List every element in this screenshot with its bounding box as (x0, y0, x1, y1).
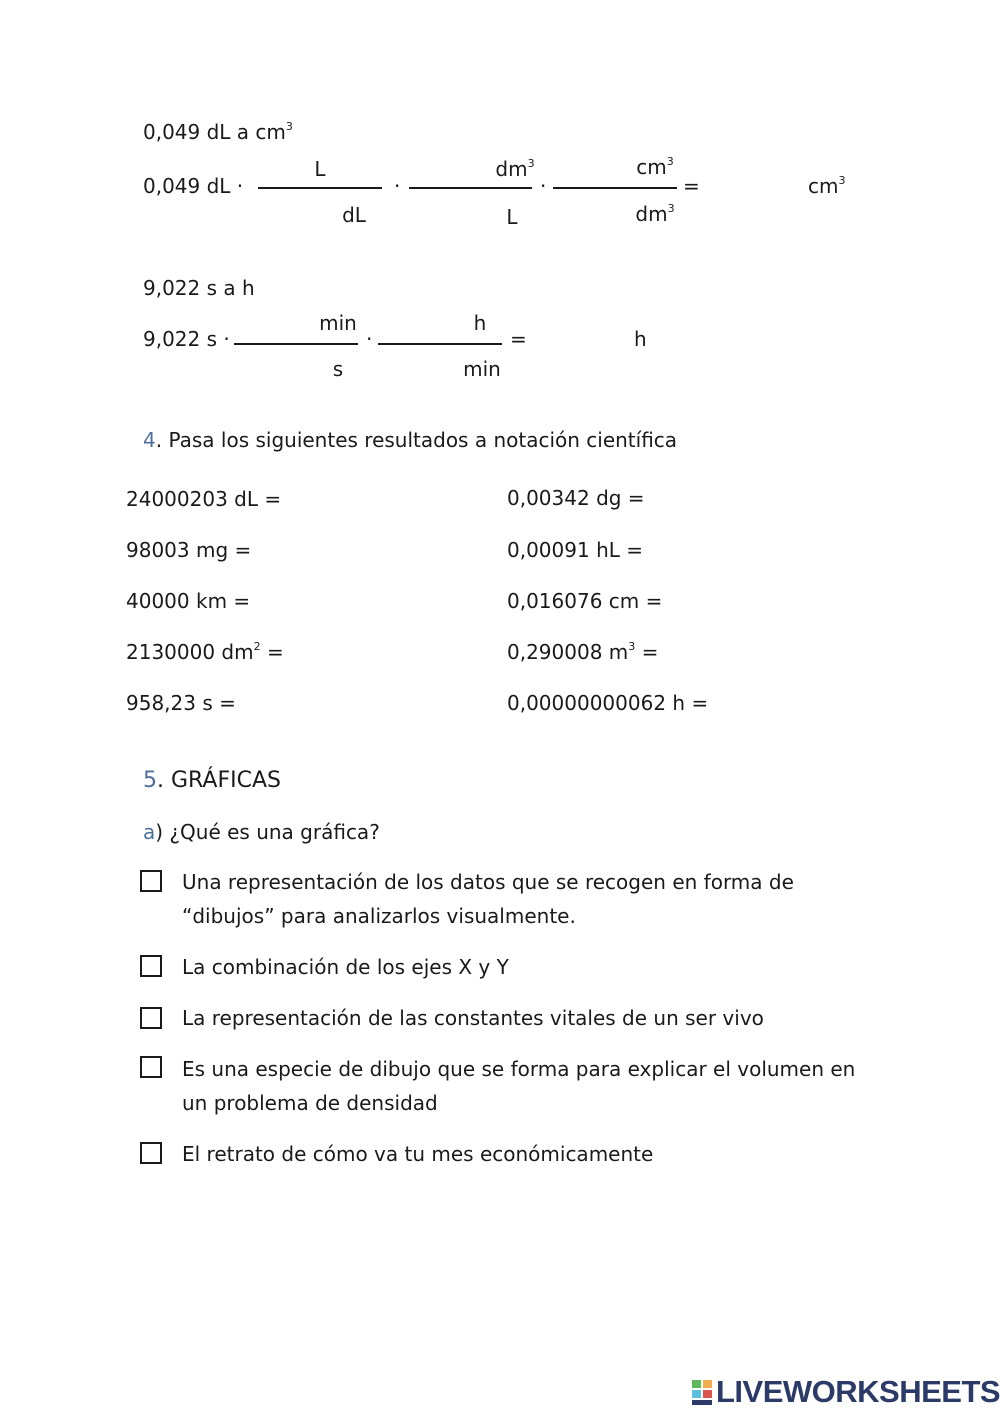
option-4-checkbox[interactable] (140, 1056, 162, 1078)
exercise4-right-item-2: 0,00091 hL = (507, 538, 643, 562)
exercise4-right-item-5: 0,00000000062 h = (507, 691, 709, 715)
problem1-frac2-denominator: L (506, 205, 518, 229)
problem1-frac1-numerator: L (314, 157, 326, 181)
exercise4-right-item-1: 0,00342 dg = (507, 486, 645, 510)
exercise4-left-item-3: 40000 km = (126, 589, 251, 613)
problem2-frac2-denominator: min (463, 357, 501, 381)
option-3-checkbox[interactable] (140, 1007, 162, 1029)
exercise4-heading: 4. Pasa los siguientes resultados a notación científica (143, 428, 678, 452)
option-2-text: La combinación de los ejes X y Y (182, 955, 509, 979)
problem2-frac2-line[interactable] (378, 343, 502, 345)
option-5-checkbox[interactable] (140, 1142, 162, 1164)
problem1-start: 0,049 dL · (143, 174, 244, 198)
problem1-frac1-denominator: dL (342, 203, 366, 227)
option-4-text: Es una especie de dibujo que se forma para explicar el volumen en un problema de densidad (182, 1057, 856, 1115)
exercise4-right-item-3: 0,016076 cm = (507, 589, 663, 613)
problem1-equals: = (683, 174, 700, 198)
problem1-frac3-numerator: $cm^3$ (636, 155, 674, 179)
problem1-frac2-numerator: $dm^3$ (495, 157, 535, 181)
problem2-frac1-numerator: min (319, 311, 357, 335)
problem2-dot: · (366, 327, 373, 351)
problem1-frac1-line[interactable] (258, 187, 382, 189)
problem1-dot-2: · (540, 174, 547, 198)
problem1-frac3-denominator: $dm^3$ (635, 202, 675, 226)
problem1-dot-1: · (394, 174, 401, 198)
liveworksheets-logo-icon (692, 1377, 714, 1407)
problem2-result-unit: h (634, 327, 647, 351)
exercise4-left-item-4: 2130000 $dm^2$ = (126, 640, 284, 664)
option-3-text: La representación de las constantes vitales de un ser vivo (182, 1006, 764, 1030)
option-1-text: Una representación de los datos que se recogen en forma de “dibujos” para analizarlos visualmente. (182, 870, 794, 928)
problem1-title: 0,049 dL a $cm^3$ (143, 120, 293, 144)
problem2-start: 9,022 s · (143, 327, 230, 351)
option-2-checkbox[interactable] (140, 955, 162, 977)
exercise4-left-item-5: 958,23 s = (126, 691, 236, 715)
liveworksheets-logo[interactable] (692, 1372, 1000, 1412)
option-5-text: El retrato de cómo va tu mes económicamente (182, 1142, 654, 1166)
problem2-title: 9,022 s a h (143, 276, 255, 300)
exercise4-left-item-2: 98003 mg = (126, 538, 252, 562)
problem1-frac3-line[interactable] (553, 187, 677, 189)
problem2-frac1-denominator: s (332, 357, 344, 381)
exercise5-question: a) ¿Qué es una gráfica? (143, 820, 380, 844)
exercise5-heading: 5. GRÁFICAS (143, 768, 281, 793)
option-1-checkbox[interactable] (140, 870, 162, 892)
problem2-frac1-line[interactable] (234, 343, 358, 345)
liveworksheets-logo-text: LIVEWORKSHEETS (716, 1374, 1000, 1409)
exercise4-left-item-1: 24000203 dL = (126, 487, 282, 511)
problem2-equals: = (510, 327, 527, 351)
problem2-frac2-numerator: h (473, 311, 487, 335)
exercise4-right-item-4: 0,290008 $m^3$ = (507, 640, 659, 664)
problem1-result-unit: $cm^3$ (808, 174, 846, 198)
problem1-frac2-line[interactable] (409, 187, 532, 189)
